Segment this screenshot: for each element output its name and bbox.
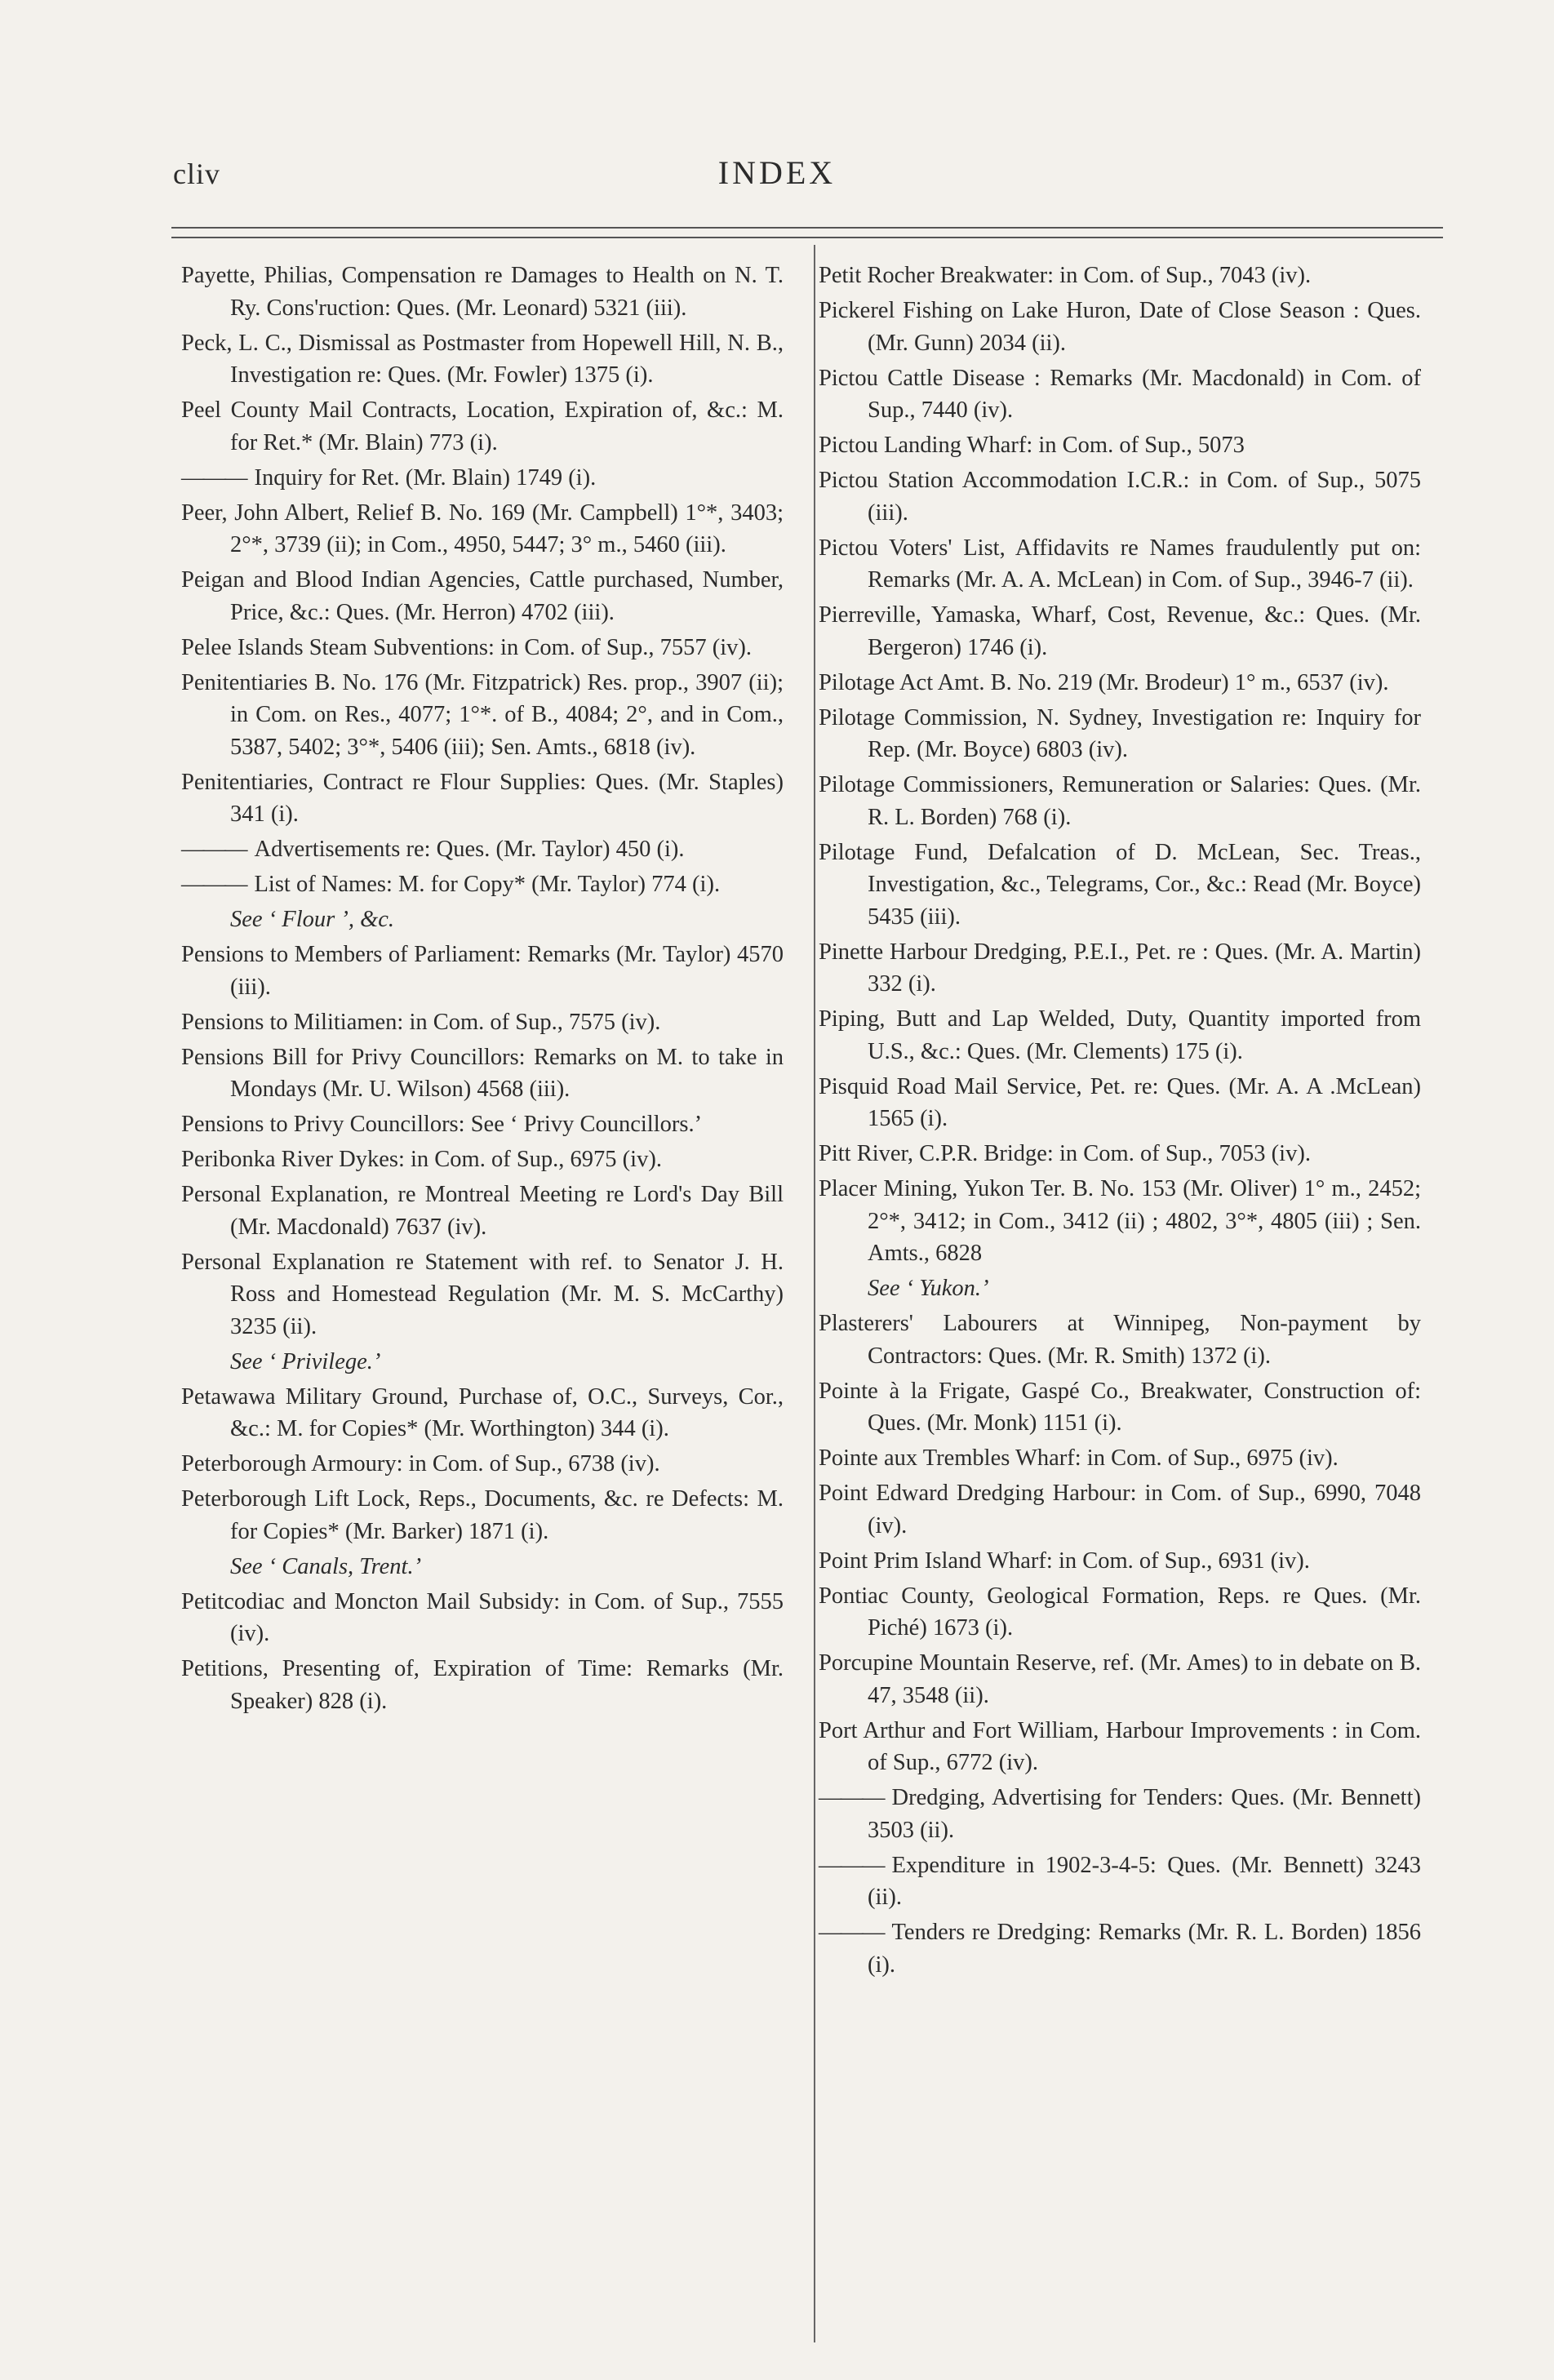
index-entry: Peel County Mail Contracts, Location, Expiration of, &c.: M. for Ret.* (Mr. Blain) 773 (i). <box>181 397 784 455</box>
index-entry: Pelee Islands Steam Subventions: in Com. of Sup., 7557 (iv). <box>181 634 753 660</box>
index-entry: Port Arthur and Fort William, Harbour Improvements : in Com. of Sup., 6772 (iv). <box>819 1717 1421 1775</box>
index-entry: Personal Explanation re Statement with ref. to Senator J. H. Ross and Homestead Regulation (Mr. M. S. McCarthy) 3235 (ii). <box>181 1249 784 1339</box>
index-see-reference: See ‘ Canals, Trent.’ <box>230 1553 422 1579</box>
index-entry: Peigan and Blood Indian Agencies, Cattle purchased, Number, Price, &c.: Ques. (Mr. Herron) 4702 (iii). <box>181 567 784 625</box>
index-entry: Penitentiaries, Contract re Flour Supplies: Ques. (Mr. Staples) 341 (i). <box>181 769 784 827</box>
index-entry: Pisquid Road Mail Service, Pet. re: Ques. (Mr. A. A .McLean) 1565 (i). <box>819 1073 1421 1131</box>
index-entry: Pictou Station Accommodation I.C.R.: in Com. of Sup., 5075 (iii). <box>819 468 1421 526</box>
index-entry: Petit Rocher Breakwater: in Com. of Sup., 7043 (iv). <box>819 263 1312 288</box>
index-entry: Pilotage Act Amt. B. No. 219 (Mr. Brodeur) 1° m., 6537 (iv). <box>819 669 1389 695</box>
index-entry: Piping, Butt and Lap Welded, Duty, Quantity imported from U.S., &c.: Ques. (Mr. Clements) 175 (i). <box>819 1006 1421 1064</box>
index-see-reference: See ‘ Yukon.’ <box>868 1276 989 1301</box>
index-subentry: ——— Dredging, Advertising for Tenders: Ques. (Mr. Bennett) 3503 (ii). <box>819 1782 1421 1846</box>
header-rule <box>171 227 1443 229</box>
index-entry: Peck, L. C., Dismissal as Postmaster from Hopewell Hill, N. B., Investigation re: Ques. (Mr. Fowler) 1375 (i). <box>181 330 784 388</box>
index-entry: Pinette Harbour Dredging, P.E.I., Pet. re : Ques. (Mr. A. Martin) 332 (i). <box>819 939 1421 997</box>
index-entry: Petawawa Military Ground, Purchase of, O.C., Surveys, Cor., &c.: M. for Copies* (Mr. Worthington) 344 (i). <box>181 1383 784 1441</box>
page-number: cliv <box>173 158 220 190</box>
index-entry: Pensions Bill for Privy Councillors: Remarks on M. to take in Mondays (Mr. U. Wilson) 4568 (iii). <box>181 1044 784 1102</box>
index-entry: Pictou Landing Wharf: in Com. of Sup., 5073 <box>819 433 1245 458</box>
index-entry: Porcupine Mountain Reserve, ref. (Mr. Ames) to in debate on B. 47, 3548 (ii). <box>819 1650 1421 1708</box>
index-see-reference: See ‘ Flour ’, &c. <box>230 907 395 932</box>
index-entry: Pontiac County, Geological Formation, Reps. re Ques. (Mr. Piché) 1673 (i). <box>819 1583 1421 1641</box>
index-entry: Payette, Philias, Compensation re Damages to Health on N. T. Ry. Cons'ruction: Ques. (Mr. Leonard) 5321 (iii). <box>181 263 784 321</box>
index-entry: Point Edward Dredging Harbour: in Com. of Sup., 6990, 7048 (iv). <box>819 1481 1421 1539</box>
page-title: INDEX <box>717 154 837 191</box>
index-subentry: ——— Advertisements re: Ques. (Mr. Taylor) 450 (i). <box>181 833 784 866</box>
index-entry: Pictou Voters' List, Affidavits re Names fraudulently put on: Remarks (Mr. A. A. McLean) in Com. of Sup., 3946-7 (ii). <box>819 535 1421 593</box>
index-entry: Pointe aux Trembles Wharf: in Com. of Sup., 6975 (iv). <box>819 1445 1339 1471</box>
index-entry: Peterborough Lift Lock, Reps., Documents, &c. re Defects: M. for Copies* (Mr. Barker) 1871 (i). <box>181 1486 784 1544</box>
index-entry: Pitt River, C.P.R. Bridge: in Com. of Sup., 7053 (iv). <box>819 1141 1311 1166</box>
right-column <box>819 260 1421 1984</box>
index-subentry: ——— Inquiry for Ret. (Mr. Blain) 1749 (i). <box>181 462 784 495</box>
index-entry: Placer Mining, Yukon Ter. B. No. 153 (Mr. Oliver) 1° m., 2452; 2°*, 3412; in Com., 3412 (ii) ; 4802, 3°*, 4805 (iii) ; Sen. Amts., 6828 <box>819 1176 1421 1266</box>
index-entry: Personal Explanation, re Montreal Meeting re Lord's Day Bill (Mr. Macdonald) 7637 (iv). <box>181 1182 784 1240</box>
index-entry: Peer, John Albert, Relief B. No. 169 (Mr. Campbell) 1°*, 3403; 2°*, 3739 (ii); in Com., 4950, 5447; 3° m., 5460 (iii). <box>181 500 784 557</box>
index-entry: Pointe à la Frigate, Gaspé Co., Breakwater, Construction of: Ques. (Mr. Monk) 1151 (i). <box>819 1378 1421 1436</box>
index-entry: Point Prim Island Wharf: in Com. of Sup., 6931 (iv). <box>819 1547 1310 1574</box>
column-divider <box>814 245 815 2342</box>
index-entry: Pilotage Fund, Defalcation of D. McLean, Sec. Treas., Investigation, &c., Telegrams, Cor., &c.: Read (Mr. Boyce) 5435 (iii). <box>819 839 1421 930</box>
header-rule <box>171 237 1443 238</box>
index-entry: Pierreville, Yamaska, Wharf, Cost, Revenue, &c.: Ques. (Mr. Bergeron) 1746 (i). <box>819 602 1421 660</box>
index-entry: Penitentiaries B. No. 176 (Mr. Fitzpatrick) Res. prop., 3907 (ii); in Com. on Res., 4077; 1°*. of B., 4084; 2°, and in Com., 5387, 5402; 3°*, 5406 (iii); Sen. Amts., 6818 (iv). <box>181 669 784 760</box>
index-subentry: ——— Expenditure in 1902-3-4-5: Ques. (Mr. Bennett) 3243 (ii). <box>819 1849 1421 1914</box>
index-entry: Plasterers' Labourers at Winnipeg, Non-payment by Contractors: Ques. (Mr. R. Smith) 1372 (i). <box>819 1311 1421 1369</box>
index-entry: Pictou Cattle Disease : Remarks (Mr. Macdonald) in Com. of Sup., 7440 (iv). <box>819 365 1421 423</box>
index-entry: Pensions to Militiamen: in Com. of Sup., 7575 (iv). <box>181 1009 661 1035</box>
index-entry: Pensions to Privy Councillors: See ‘ Privy Councillors.’ <box>181 1112 703 1137</box>
index-entry: Pensions to Members of Parliament: Remarks (Mr. Taylor) 4570 (iii). <box>181 942 784 1000</box>
index-entry: Petitions, Presenting of, Expiration of Time: Remarks (Mr. Speaker) 828 (i). <box>181 1656 784 1714</box>
index-entry: Petitcodiac and Moncton Mail Subsidy: in Com. of Sup., 7555 (iv). <box>181 1588 784 1646</box>
left-column <box>181 260 784 1721</box>
index-entry: Pickerel Fishing on Lake Huron, Date of Close Season : Ques. (Mr. Gunn) 2034 (ii). <box>819 298 1421 356</box>
index-subentry: ——— Tenders re Dredging: Remarks (Mr. R. L. Borden) 1856 (i). <box>819 1916 1421 1981</box>
index-entry: Peterborough Armoury: in Com. of Sup., 6738 (iv). <box>181 1451 660 1476</box>
index-entry: Pilotage Commission, N. Sydney, Investigation re: Inquiry for Rep. (Mr. Boyce) 6803 (iv). <box>819 704 1421 762</box>
index-subentry: ——— List of Names: M. for Copy* (Mr. Taylor) 774 (i). <box>181 868 784 901</box>
index-see-reference: See ‘ Privilege.’ <box>230 1348 381 1374</box>
index-entry: Pilotage Commissioners, Remuneration or Salaries: Ques. (Mr. R. L. Borden) 768 (i). <box>819 772 1421 830</box>
index-entry: Peribonka River Dykes: in Com. of Sup., 6975 (iv). <box>181 1147 662 1172</box>
